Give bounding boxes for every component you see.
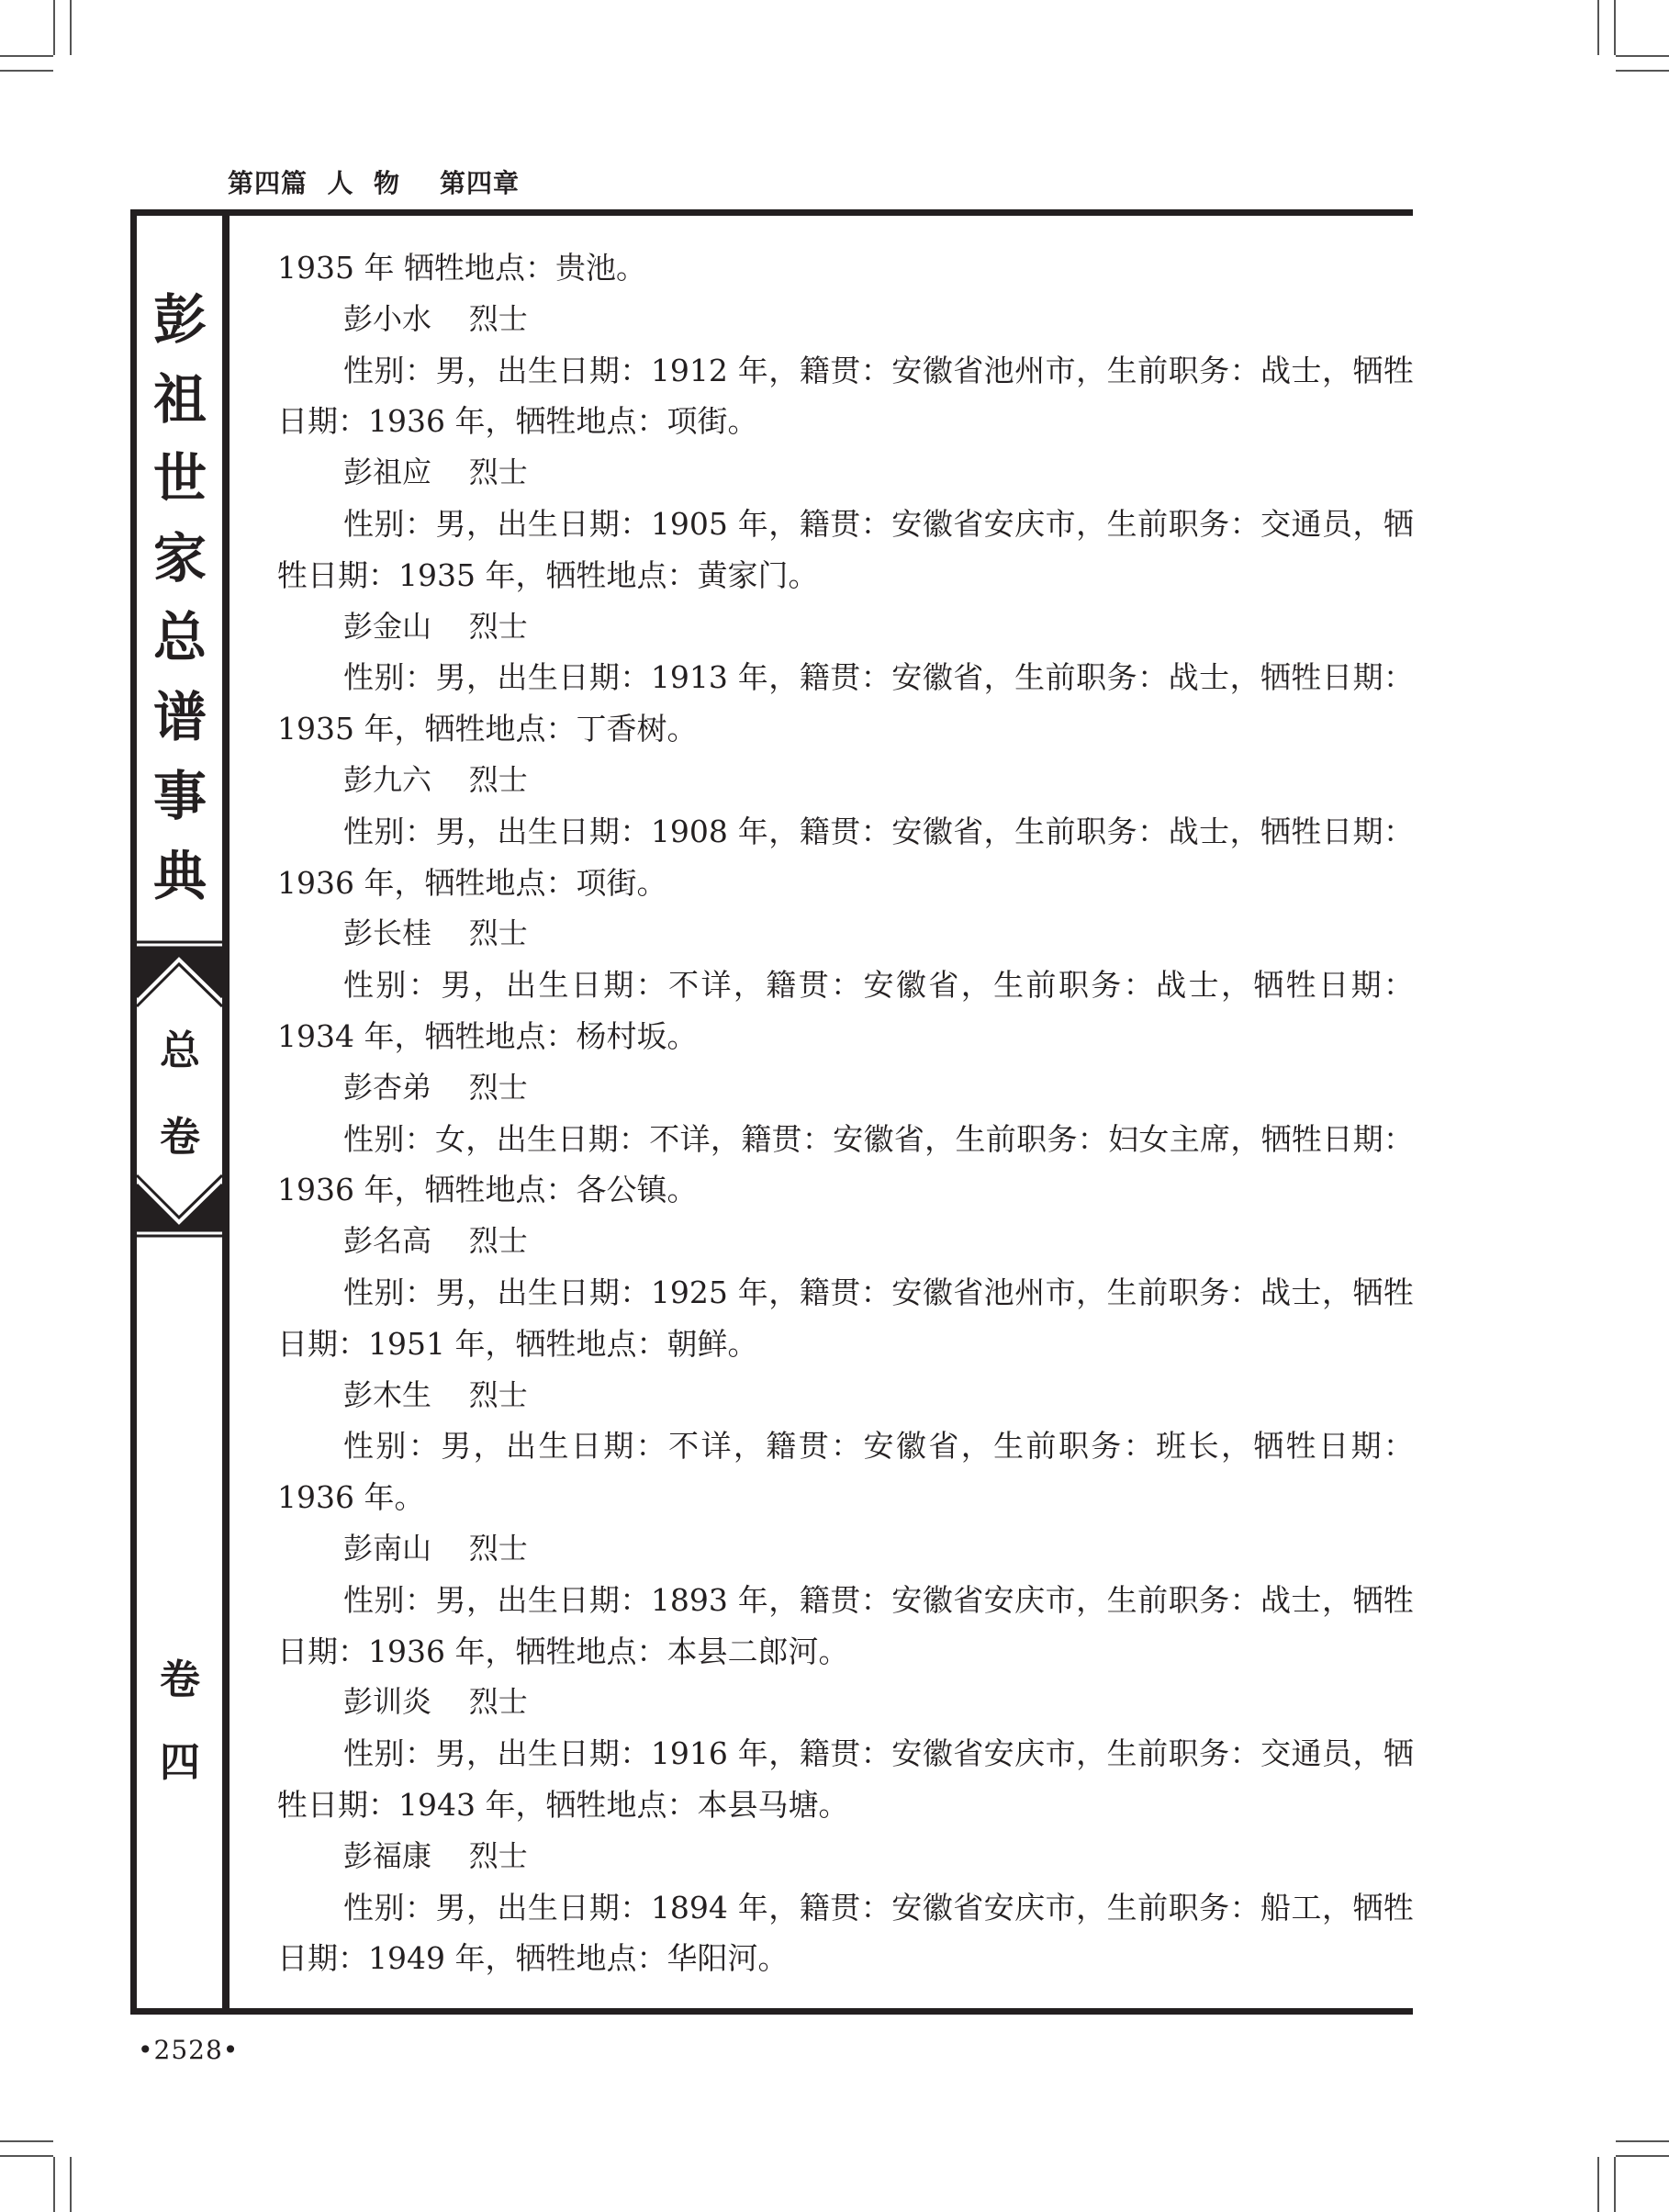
- entry-name: 彭南山 烈士: [343, 1530, 528, 1566]
- entry-text: 性别：男，出生日期：1913 年，籍贯：安徽省，生前职务：战士，牺牲日期：1935 年，牺牲地点：丁香树。: [277, 659, 1414, 747]
- entry-text: 性别：男，出生日期：1905 年，籍贯：安徽省安庆市，生前职务：交通员，牺牲日期：1935 年，牺牲地点：黄家门。: [277, 505, 1414, 593]
- volume-label: [138, 1639, 222, 1804]
- entry-name: 彭祖应 烈士: [343, 455, 528, 490]
- title-char: 世: [152, 447, 207, 510]
- entry-text: 性别：男，出生日期：1912 年，籍贯：安徽省池州市，生前职务：战士，牺牲日期：1936 年，牺牲地点：项街。: [277, 352, 1414, 440]
- volume-char: 四: [160, 1739, 200, 1786]
- main-text: [277, 242, 1414, 1984]
- frame-left-rule: [130, 209, 137, 2015]
- frame-bottom-rule: [130, 2008, 1413, 2015]
- title-char: 总: [152, 606, 207, 668]
- entry-name: 彭杏弟 烈士: [343, 1069, 528, 1105]
- entry-name: 彭福康 烈士: [343, 1837, 528, 1873]
- title-char: 家: [152, 526, 207, 589]
- badge-char: 总: [160, 1027, 200, 1074]
- entry-text: 性别：男，出生日期：1893 年，籍贯：安徽省安庆市，生前职务：战士，牺牲日期：1936 年，牺牲地点：本县二郎河。: [277, 1581, 1414, 1669]
- entry-name: 彭小水 烈士: [343, 300, 528, 336]
- entry-name: 彭名高 烈士: [343, 1223, 528, 1259]
- frame-top-rule: [130, 209, 1413, 216]
- vertical-book-title: [138, 280, 222, 915]
- title-char: 谱: [152, 685, 207, 748]
- entry-text: 性别：男，出生日期：1894 年，籍贯：安徽省安庆市，生前职务：船工，牺牲日期：1949 年，牺牲地点：华阳河。: [277, 1889, 1414, 1977]
- entry-name: 彭九六 烈士: [343, 761, 528, 797]
- entry-name: 彭木生 烈士: [343, 1376, 528, 1412]
- volume-char: 卷: [160, 1656, 200, 1703]
- badge-char: 卷: [160, 1114, 200, 1161]
- entry-text: 性别：男，出生日期：1916 年，籍贯：安徽省安庆市，生前职务：交通员，牺牲日期：1943 年，牺牲地点：本县马塘。: [277, 1735, 1414, 1823]
- title-char: 祖: [152, 367, 207, 431]
- entry-name: 彭训炎 烈士: [343, 1684, 528, 1720]
- entry-name: 彭长桂 烈士: [343, 915, 528, 951]
- entry-text: 性别：男，出生日期：1925 年，籍贯：安徽省池州市，生前职务：战士，牺牲日期：1951 年，牺牲地点：朝鲜。: [277, 1274, 1414, 1362]
- entry-name: 彭金山 烈士: [343, 608, 528, 644]
- title-char: 事: [152, 765, 207, 827]
- page-number: •2528•: [138, 2035, 240, 2065]
- volume-badge: [138, 1008, 222, 1181]
- title-char: 彭: [152, 288, 207, 351]
- continued-text: 1935 年 牺牲地点：贵池。: [277, 250, 646, 286]
- title-char: 典: [152, 844, 207, 907]
- entry-text: 性别：男，出生日期：1908 年，籍贯：安徽省，生前职务：战士，牺牲日期：1936 年，牺牲地点：项街。: [277, 813, 1414, 901]
- running-header: 第四篇 人 物 第四章: [228, 168, 520, 198]
- frame-inner-rule: [222, 209, 230, 2015]
- entry-text: 性别：男，出生日期：不详，籍贯：安徽省，生前职务：战士，牺牲日期：1934 年，牺牲地点：杨村坂。: [277, 967, 1414, 1054]
- entry-text: 性别：男，出生日期：不详，籍贯：安徽省，生前职务：班长，牺牲日期：1936 年。: [277, 1428, 1414, 1516]
- entry-text: 性别：女，出生日期：不详，籍贯：安徽省，生前职务：妇女主席，牺牲日期：1936 年，牺牲地点：各公镇。: [277, 1120, 1414, 1208]
